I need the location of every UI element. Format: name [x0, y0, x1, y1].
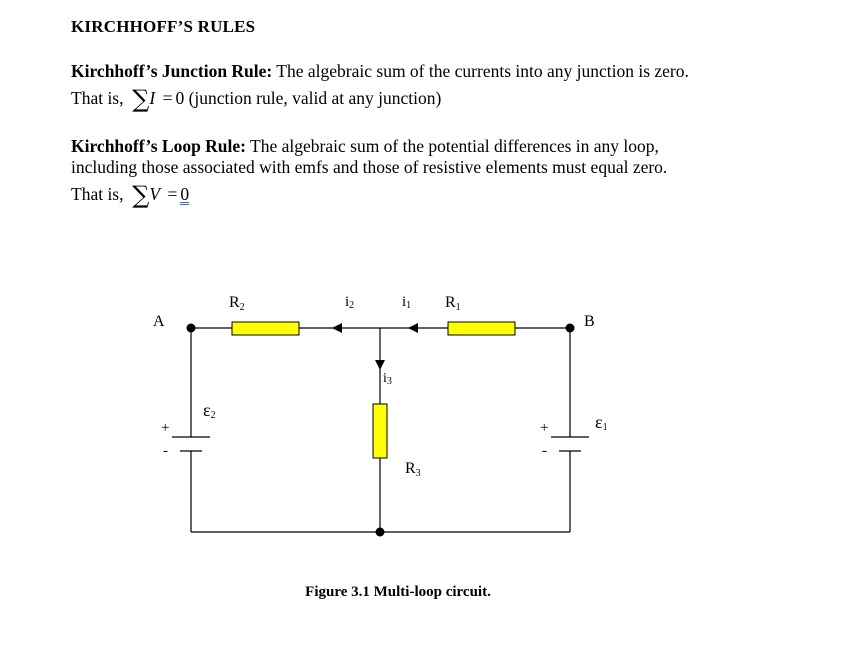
r2-label: R2 — [229, 294, 245, 313]
sigma-symbol: ∑ — [132, 181, 150, 209]
emf2-minus-sign: - — [163, 443, 168, 459]
bottom-junction-dot — [376, 528, 385, 537]
junction-that-is: That is, — [71, 88, 124, 108]
emf2-plus-sign: + — [161, 420, 170, 436]
loop-rule-title: Kirchhoff’s Loop Rule: — [71, 136, 246, 156]
equals-sign: = — [167, 184, 178, 204]
emf2-label: ε2 — [203, 400, 216, 421]
resistor-r1 — [448, 322, 515, 335]
i3-arrow-icon — [375, 360, 385, 370]
junction-rule-text: The algebraic sum of the currents into any junction is zero. — [272, 61, 689, 81]
node-b-dot — [566, 324, 575, 333]
battery-emf1 — [551, 437, 589, 451]
i1-label: i1 — [402, 294, 412, 311]
i3-label: i3 — [383, 371, 392, 387]
figure-caption: Figure 3.1 Multi-loop circuit. — [305, 584, 491, 600]
i1-arrow-icon — [408, 323, 418, 333]
equals-sign: = — [162, 88, 173, 108]
node-b-label: B — [584, 313, 595, 330]
current-variable: I — [149, 88, 156, 108]
resistor-r2 — [232, 322, 299, 335]
emf1-label: ε1 — [595, 412, 608, 433]
loop-value: 0 — [180, 184, 190, 204]
emf1-minus-sign: - — [542, 443, 547, 459]
r1-label: R1 — [445, 294, 461, 313]
resistor-r3 — [373, 404, 387, 458]
emf1-plus-sign: + — [540, 420, 549, 436]
loop-rule-text-2: including those associated with emfs and those of resistive elements must equal zero. — [71, 157, 668, 177]
page-title: KIRCHHOFF’S RULES — [71, 17, 256, 36]
battery-emf2 — [172, 437, 210, 451]
voltage-variable: V — [149, 184, 161, 204]
node-a-dot — [187, 324, 196, 333]
sigma-symbol: ∑ — [132, 85, 150, 113]
loop-rule-text-1: The algebraic sum of the potential differences in any loop, — [246, 136, 659, 156]
junction-value: 0 — [175, 88, 185, 108]
i2-label: i2 — [345, 294, 355, 311]
junction-rule-title: Kirchhoff’s Junction Rule: — [71, 61, 273, 81]
i2-arrow-icon — [332, 323, 342, 333]
node-a-label: A — [153, 313, 165, 330]
loop-that-is: That is, — [71, 184, 124, 204]
r3-label: R3 — [405, 460, 421, 479]
junction-note: (junction rule, valid at any junction) — [188, 88, 442, 108]
